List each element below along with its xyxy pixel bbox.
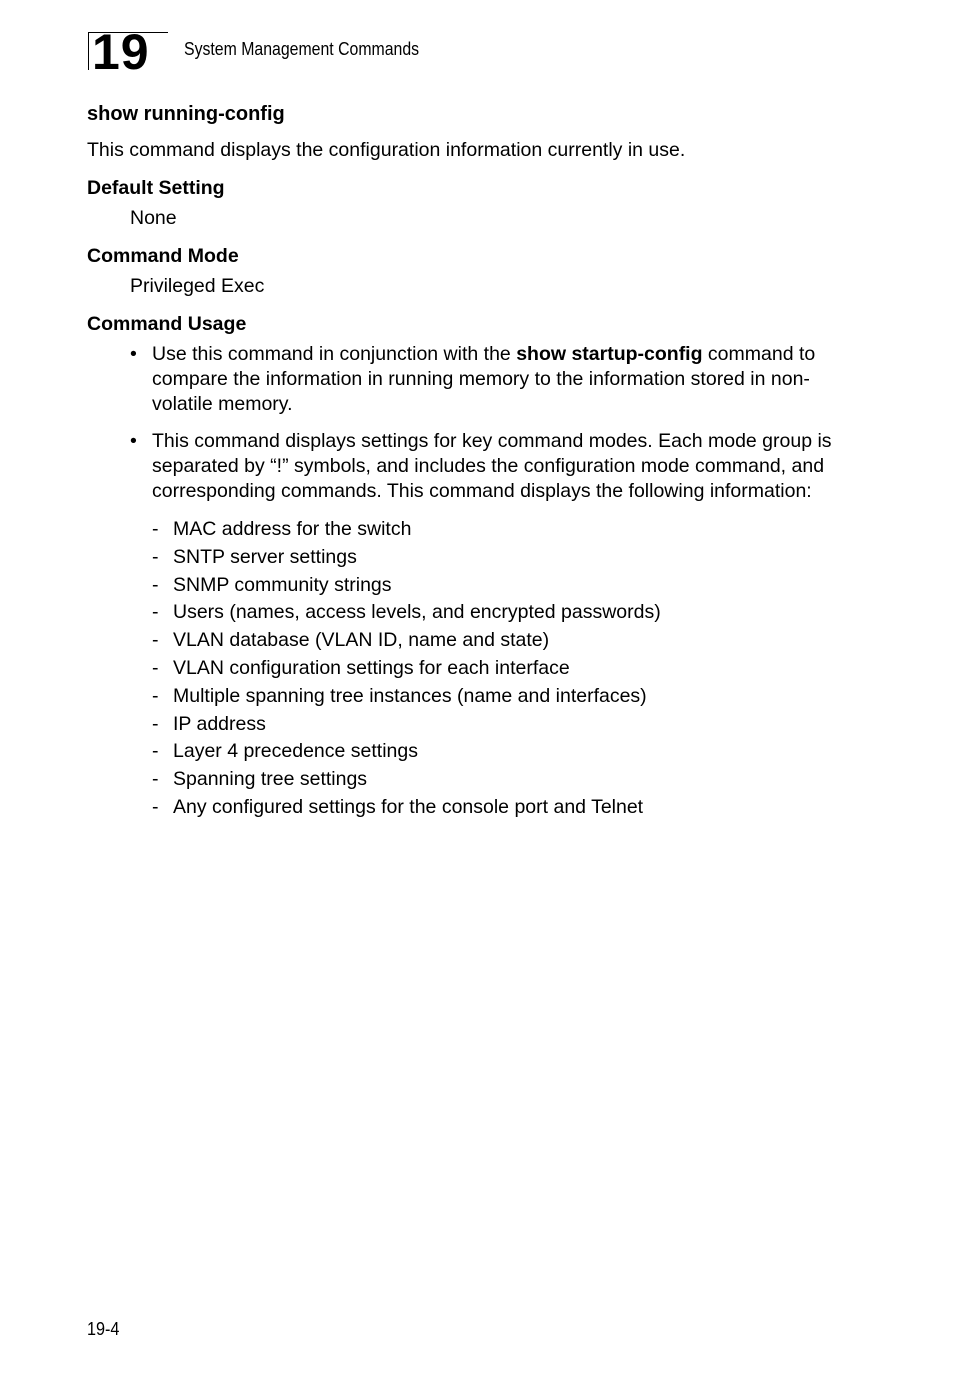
command-mode-heading: Command Mode [87,245,239,267]
dash-icon: - [152,518,159,540]
list-item-text: Any configured settings for the console port and Telnet [173,795,644,818]
dash-icon: - [152,545,159,568]
bullet-icon: • [130,343,137,365]
usage-bullet-item [130,429,857,504]
list-item-text: SNTP server settings [173,545,357,568]
list-item-text: VLAN configuration settings for each interface [173,656,570,679]
dash-icon: - [152,795,159,818]
list-item [152,627,857,655]
command-title: show running-config [87,103,285,125]
default-setting-heading: Default Setting [87,177,225,199]
list-item-text: SNMP community strings [173,573,392,596]
chapter-title: System Management Commands [184,39,420,59]
list-item-text: Users (names, access levels, and encrypted passwords) [173,601,661,624]
page-number: 19-4 [87,1319,120,1339]
list-item-text: VLAN database (VLAN ID, name and state) [173,629,550,652]
dash-icon: - [152,712,159,735]
list-item [152,572,857,600]
dash-icon: - [152,601,159,624]
dash-icon: - [152,740,159,763]
list-item-text: IP address [173,712,266,735]
bullet-text: This command displays settings for key command modes. Each mode group is separated by “!” symbols, and includes the configuration mode command, and corresponding commands. This command displays the following information: [152,430,832,502]
command-usage-heading: Command Usage [87,313,247,335]
list-item [152,544,857,572]
bullet-icon: • [130,430,137,452]
list-item [152,766,857,794]
dash-icon: - [152,629,159,652]
chapter-number: 19 [92,24,150,80]
command-mode-value: Privileged Exec [130,275,265,297]
list-item [152,516,857,544]
dash-icon: - [152,684,159,707]
displayed-info-list [87,516,857,822]
usage-bullet-item [130,342,857,417]
list-item-text: Multiple spanning tree instances (name and interfaces) [173,684,647,707]
list-item [152,738,857,766]
bullet-bold-command: show startup-config [516,343,703,365]
usage-bullet-list [87,342,857,504]
list-item-text: Spanning tree settings [173,768,368,791]
command-description: This command displays the configuration information currently in use. [87,139,686,161]
bullet-text-after: command to compare the information in running memory to the information stored in non-volatile memory. [152,343,816,415]
default-setting-value: None [130,207,177,229]
dash-icon: - [152,768,159,791]
dash-icon: - [152,573,159,596]
list-item [152,599,857,627]
list-item-text: Layer 4 precedence settings [173,740,418,763]
bullet-text-before: Use this command in conjunction with the [152,343,517,365]
page-content [87,101,857,822]
list-item-text: MAC address for the switch [173,518,412,540]
list-item [152,711,857,739]
list-item [152,794,857,822]
dash-icon: - [152,656,159,679]
list-item [152,683,857,711]
list-item [152,655,857,683]
